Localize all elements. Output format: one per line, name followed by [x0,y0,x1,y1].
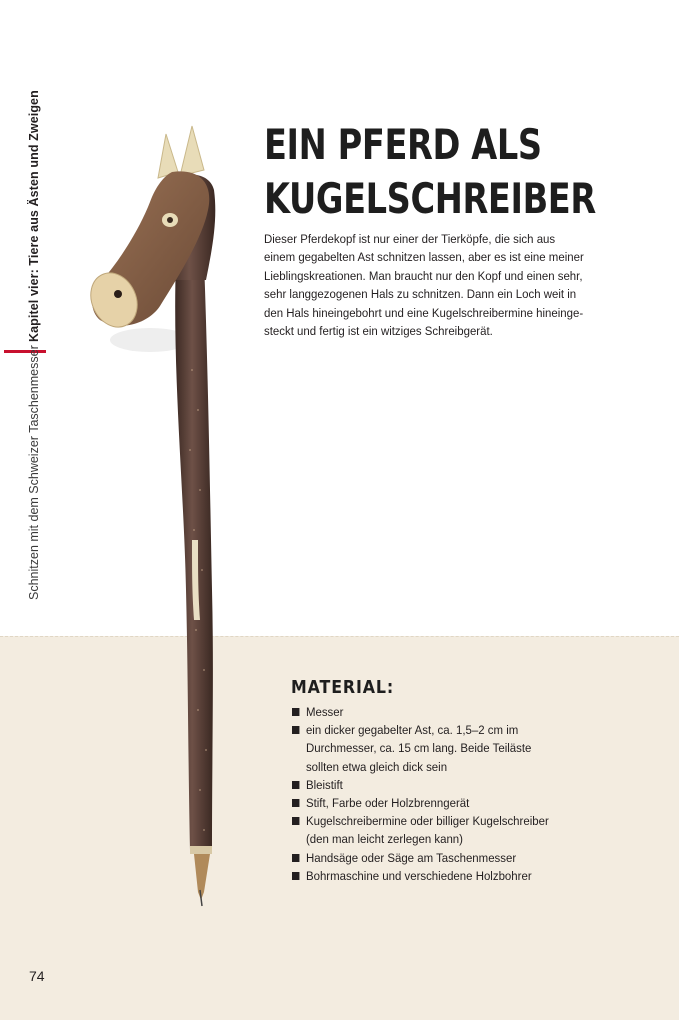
list-item-text: Messer [305,705,344,719]
bullet-icon [292,817,299,825]
horse-head-pen-photo [80,110,280,910]
title-line: KUGELSCHREIBER [264,174,596,223]
bullet-icon [292,854,299,862]
page-title [264,118,596,226]
material-list [292,703,571,885]
list-item-text: Handsäge oder Säge am Taschenmesser [305,850,517,865]
intro-line: einem gegabelten Ast schnitzen lassen, aber es ist eine meiner [264,250,584,265]
intro-line: Lieblingskreationen. Man braucht nur den Kopf und einen sehr, [264,268,583,283]
list-item [292,776,571,794]
intro-line: Dieser Pferdekopf ist nur einer der Tierköpfe, die sich aus [264,232,556,246]
list-item-text: Bleistift [305,777,343,792]
list-item-text: ein dicker gegabelter Ast, ca. 1,5–2 cm im [305,723,519,738]
material-heading: MATERIAL: [291,677,395,698]
list-item-text: Stift, Farbe oder Holzbrenngerät [305,796,470,811]
chapter-label: Kapitel vier: Tiere aus Ästen und Zweigen [27,90,41,342]
intro-line: sehr langgezogenen Hals zu schnitzen. Dann ein Loch weit in [264,287,577,302]
intro-paragraph [264,230,584,340]
intro-line: den Hals hineingebohrt und eine Kugelschreibermine hineinge- [264,305,584,320]
bullet-icon [292,781,299,789]
list-item [292,812,571,848]
list-item [292,849,571,867]
title-line: EIN PFERD ALS [264,120,542,169]
intro-line: steckt und fertig ist ein witziges Schreibgerät. [264,324,493,339]
list-item-text: (den man leicht zerlegen kann) [305,832,463,847]
list-item-text: Kugelschreibermine oder billiger Kugelschreiber [305,814,549,829]
list-item-text: sollten etwa gleich dick sein [305,759,448,774]
list-item [292,794,571,812]
list-item-text: Durchmesser, ca. 15 cm lang. Beide Teiläste [305,741,532,756]
book-title-label: Schnitzen mit dem Schweizer Taschenmesser [27,345,41,600]
list-item [292,867,571,885]
bullet-icon [292,799,299,807]
list-item-text: Bohrmaschine und verschiedene Holzbohrer [305,868,532,883]
bullet-icon [292,872,299,880]
list-item [292,703,571,721]
page-number: 74 [29,968,45,984]
bullet-icon [292,708,299,716]
list-item [292,721,571,776]
bullet-icon [292,726,299,734]
